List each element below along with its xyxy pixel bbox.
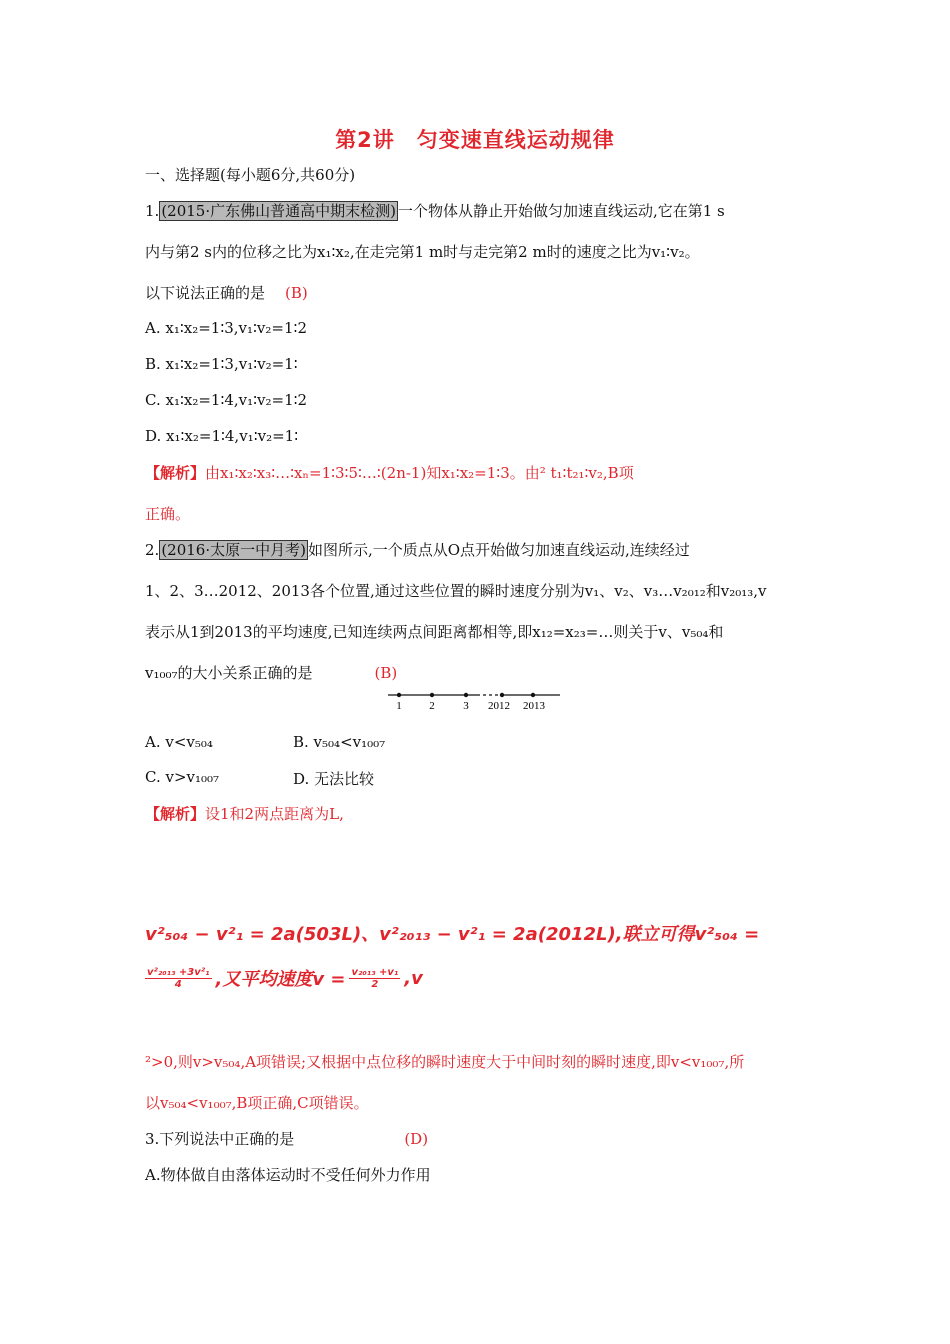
q2-formula-line1: v²₅₀₄ − v²₁ = 2a(503L)、v²₂₀₁₃ − v²₁ = 2a(2012L),联立可得v²₅₀₄ = — [145, 924, 760, 945]
q1-number: 1. — [145, 202, 160, 220]
q2-formula-mid: ,又平均速度v = — [215, 969, 346, 990]
q1-option-a: A. x₁∶x₂=1∶3,v₁∶v₂=1∶2 — [145, 319, 307, 337]
q3-line1 — [145, 1128, 428, 1149]
q2-analysis-label: 【解析】 — [145, 805, 206, 823]
section-heading: 一、选择题(每小题6分,共60分) — [145, 166, 356, 184]
q2-analysis-line2: ²>0,则v>v₅₀₄,A项错误;又根据中点位移的瞬时速度大于中间时刻的瞬时速度,即v<v₁₀₀₇,所 — [145, 1053, 745, 1071]
q2-formula-denominator2: 2 — [371, 978, 379, 990]
label-1: 1 — [396, 700, 402, 712]
q2-line4 — [145, 662, 397, 683]
q1-option-d: D. x₁∶x₂=1∶4,v₁∶v₂=1∶ — [145, 427, 299, 445]
q1-text3: 以下说法正确的是 — [145, 284, 266, 302]
q3-text1: 3.下列说法中正确的是 — [145, 1130, 295, 1148]
number-line-diagram — [385, 688, 565, 714]
q2-line1 — [145, 539, 690, 560]
label-2012: 2012 — [488, 700, 510, 712]
q2-source: (2016·太原一中月考) — [161, 541, 306, 559]
point-3 — [464, 693, 468, 697]
q2-analysis-text1: 设1和2两点距离为L, — [205, 805, 344, 823]
q1-analysis-line1 — [145, 462, 634, 483]
q2-line3: 表示从1到2013的平均速度,已知连续两点间距离都相等,即x₁₂=x₂₃=…则关于v、v₅₀₄和 — [145, 623, 724, 641]
q2-option-b: B. v₅₀₄<v₁₀₀₇ — [293, 733, 386, 751]
q2-answer: (B) — [374, 664, 398, 682]
q2-analysis-line1 — [145, 803, 344, 824]
page-title: 第2讲 匀变速直线运动规律 — [335, 128, 615, 152]
point-2 — [430, 693, 434, 697]
point-1 — [397, 693, 401, 697]
q2-formula-numerator2: v₂₀₁₃ +v₁ — [351, 966, 399, 978]
q2-formula-line2 — [145, 965, 423, 991]
q2-analysis-line3: 以v₅₀₄<v₁₀₀₇,B项正确,C项错误。 — [145, 1094, 369, 1112]
q2-formula-numerator1: v²₂₀₁₃ +3v²₁ — [147, 966, 210, 978]
q2-option-c: C. v>v₁₀₀₇ — [145, 768, 220, 786]
point-2012 — [500, 693, 504, 697]
q2-text4: v₁₀₀₇的大小关系正确的是 — [145, 664, 313, 682]
q2-option-a: A. v<v₅₀₄ — [145, 733, 213, 751]
q2-number: 2. — [145, 541, 160, 559]
q1-analysis-label: 【解析】 — [145, 464, 206, 482]
label-3: 3 — [463, 700, 469, 712]
q1-line3 — [145, 282, 308, 303]
q2-formula-end: ,v — [404, 967, 423, 989]
q1-option-b: B. x₁∶x₂=1∶3,v₁∶v₂=1∶ — [145, 355, 298, 373]
q2-option-d: D. 无法比较 — [293, 770, 375, 788]
q3-answer: (D) — [404, 1130, 429, 1148]
q1-line2: 内与第2 s内的位移之比为x₁∶x₂,在走完第1 m时与走完第2 m时的速度之比为v₁∶v₂。 — [145, 243, 700, 261]
q2-text1: 如图所示,一个质点从O点开始做匀加速直线运动,连续经过 — [307, 541, 690, 559]
point-2013 — [531, 693, 535, 697]
q1-analysis-line2: 正确。 — [145, 505, 191, 523]
q1-source: (2015·广东佛山普通高中期末检测) — [161, 202, 396, 220]
q2-line2: 1、2、3…2012、2013各个位置,通过这些位置的瞬时速度分别为v₁、v₂、v₃…v₂₀₁₂和v₂₀₁₃,v — [145, 582, 767, 600]
q1-line1 — [145, 200, 725, 221]
q2-formula-denominator1: 4 — [174, 978, 182, 990]
label-2013: 2013 — [523, 700, 545, 712]
q1-option-c: C. x₁∶x₂=1∶4,v₁∶v₂=1∶2 — [145, 391, 308, 409]
label-2: 2 — [429, 700, 435, 712]
q2-formula-fraction1 — [145, 967, 212, 990]
q3-option-a: A.物体做自由落体运动时不受任何外力作用 — [145, 1166, 431, 1184]
q1-answer: (B) — [285, 284, 308, 302]
q1-text1: 一个物体从静止开始做匀加速直线运动,它在第1 s — [397, 202, 725, 220]
q1-analysis-text1: 由x₁∶x₂∶x₃∶…∶xₙ=1∶3∶5∶…∶(2n-1)知x₁∶x₂=1∶3。由² t₁∶t₂₁∶v₂,B项 — [205, 464, 634, 482]
q2-formula-fraction2 — [349, 967, 400, 990]
